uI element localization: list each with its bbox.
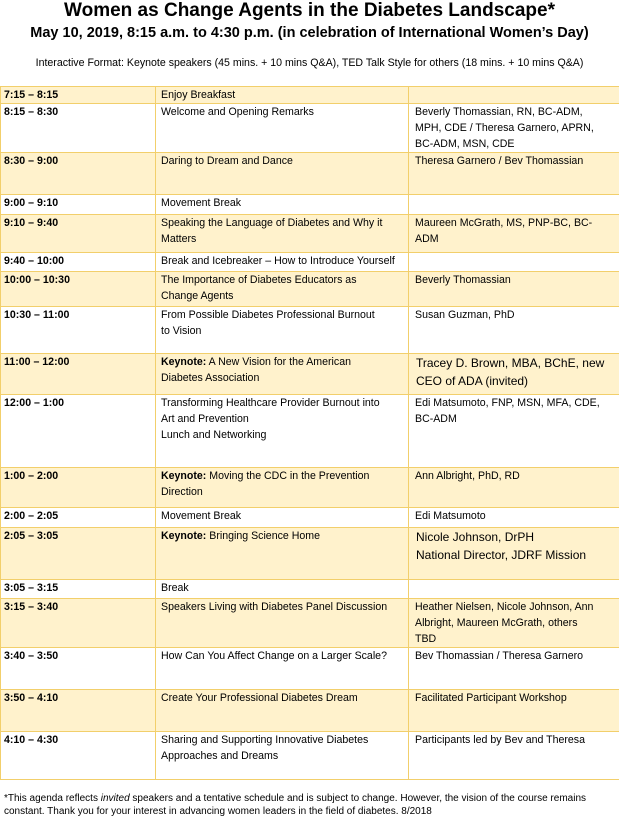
topic-cell (156, 468, 409, 508)
time-text: 1:00 – 2:00 (4, 470, 59, 482)
speaker-cell (409, 468, 619, 508)
time-cell (1, 87, 156, 104)
time-cell (1, 732, 156, 780)
footnote-prefix: *This agenda reflects (4, 793, 101, 804)
table-row (1, 468, 619, 508)
table-row (1, 104, 619, 153)
time-cell (1, 580, 156, 599)
topic-line: Speaking the Language of Diabetes and Why it (161, 217, 383, 229)
time-text: 8:15 – 8:30 (4, 106, 59, 118)
topic-cell (156, 599, 409, 648)
time-text: 2:00 – 2:05 (4, 510, 59, 522)
topic-cell (156, 253, 409, 272)
topic-line: Approaches and Dreams (161, 750, 279, 762)
speaker-line: Facilitated Participant Workshop (415, 692, 567, 704)
time-cell (1, 253, 156, 272)
speaker-cell (409, 195, 619, 215)
table-row (1, 253, 619, 272)
speaker-line: Edi Matsumoto (415, 510, 486, 522)
time-text: 3:15 – 3:40 (4, 601, 59, 613)
speaker-line: Beverly Thomassian, RN, BC-ADM, (415, 106, 583, 118)
time-text: 12:00 – 1:00 (4, 397, 65, 409)
topic-line: to Vision (161, 325, 202, 337)
topic-line: Welcome and Opening Remarks (161, 106, 314, 118)
speaker-line: Nicole Johnson, DrPH (416, 530, 535, 544)
speaker-line: MPH, CDE / Theresa Garnero, APRN, (415, 122, 594, 134)
time-cell (1, 195, 156, 215)
topic-cell (156, 732, 409, 780)
document-title: Women as Change Agents in the Diabetes Landscape* (64, 0, 555, 21)
agenda-body (1, 87, 619, 780)
topic-cell (156, 395, 409, 468)
speaker-line: Ann Albright, PhD, RD (415, 470, 520, 482)
topic-line: Change Agents (161, 290, 234, 302)
time-cell (1, 468, 156, 508)
format-note: Interactive Format: Keynote speakers (45 mins. + 10 mins Q&A), TED Talk Style for others (18 mins. + 10 mins Q&A) (35, 57, 584, 69)
time-text: 7:15 – 8:15 (4, 89, 59, 101)
topic-line: Moving the CDC in the Prevention (206, 470, 370, 482)
footnote (4, 792, 616, 818)
topic-line: Speakers Living with Diabetes Panel Discussion (161, 601, 388, 613)
topic-cell (156, 272, 409, 307)
time-text: 9:10 – 9:40 (4, 217, 59, 229)
speaker-cell (409, 732, 619, 780)
table-row (1, 272, 619, 307)
speaker-line: Tracey D. Brown, MBA, BChE, new (416, 356, 605, 370)
table-row (1, 508, 619, 528)
speaker-line: CEO of ADA (invited) (416, 374, 529, 388)
time-cell (1, 307, 156, 354)
speaker-cell (409, 508, 619, 528)
keynote-label: Keynote: (161, 470, 207, 482)
speaker-cell (409, 104, 619, 153)
topic-line: Direction (161, 486, 203, 498)
topic-cell (156, 528, 409, 580)
table-row (1, 354, 619, 395)
time-text: 10:00 – 10:30 (4, 274, 70, 286)
time-cell (1, 354, 156, 395)
speaker-cell (409, 580, 619, 599)
speaker-line: BC-ADM (415, 413, 457, 425)
event-date: May 10, 2019, 8:15 a.m. to 4:30 p.m. (in celebration of International Women’s Day) (30, 25, 589, 41)
speaker-cell (409, 599, 619, 648)
time-cell (1, 599, 156, 648)
time-cell (1, 528, 156, 580)
topic-line: Art and Prevention (161, 413, 249, 425)
speaker-line: Participants led by Bev and Theresa (415, 734, 585, 746)
topic-cell (156, 215, 409, 253)
table-row (1, 599, 619, 648)
table-row (1, 580, 619, 599)
time-cell (1, 508, 156, 528)
time-text: 3:05 – 3:15 (4, 582, 59, 594)
topic-cell (156, 104, 409, 153)
keynote-label: Keynote: (161, 530, 207, 542)
speaker-line: Edi Matsumoto, FNP, MSN, MFA, CDE, (415, 397, 600, 409)
speaker-line: Albright, Maureen McGrath, others (415, 617, 578, 629)
speaker-line: National Director, JDRF Mission (416, 548, 587, 562)
agenda-table (0, 86, 619, 780)
table-row (1, 690, 619, 732)
speaker-line: Heather Nielsen, Nicole Johnson, Ann (415, 601, 594, 613)
topic-cell (156, 690, 409, 732)
table-row (1, 732, 619, 780)
time-text: 11:00 – 12:00 (4, 356, 70, 368)
time-text: 9:00 – 9:10 (4, 197, 59, 209)
speaker-line: Beverly Thomassian (415, 274, 511, 286)
topic-line: Sharing and Supporting Innovative Diabetes (161, 734, 369, 746)
topic-line: Break and Icebreaker – How to Introduce Yourself (161, 255, 395, 267)
topic-cell (156, 354, 409, 395)
speaker-cell (409, 690, 619, 732)
time-cell (1, 690, 156, 732)
time-cell (1, 395, 156, 468)
time-text: 8:30 – 9:00 (4, 155, 59, 167)
speaker-cell (409, 215, 619, 253)
speaker-cell (409, 648, 619, 690)
speaker-line: Bev Thomassian / Theresa Garnero (415, 650, 584, 662)
time-text: 2:05 – 3:05 (4, 530, 59, 542)
time-cell (1, 153, 156, 195)
topic-line: Movement Break (161, 197, 242, 209)
time-cell (1, 215, 156, 253)
topic-cell (156, 307, 409, 354)
table-row (1, 215, 619, 253)
time-text: 3:50 – 4:10 (4, 692, 59, 704)
topic-cell (156, 153, 409, 195)
time-text: 9:40 – 10:00 (4, 255, 65, 267)
topic-line: Create Your Professional Diabetes Dream (161, 692, 358, 704)
speaker-cell (409, 153, 619, 195)
topic-cell (156, 195, 409, 215)
speaker-cell (409, 253, 619, 272)
speaker-cell (409, 395, 619, 468)
time-text: 10:30 – 11:00 (4, 309, 70, 321)
footnote-emphasis: invited (100, 793, 130, 804)
topic-cell (156, 87, 409, 104)
table-row (1, 648, 619, 690)
speaker-cell (409, 87, 619, 104)
topic-cell (156, 580, 409, 599)
speaker-line: BC-ADM, MSN, CDE (415, 138, 515, 150)
time-cell (1, 648, 156, 690)
speaker-cell (409, 307, 619, 354)
topic-cell (156, 648, 409, 690)
speaker-line: Theresa Garnero / Bev Thomassian (415, 155, 584, 167)
topic-line: From Possible Diabetes Professional Burnout (161, 309, 375, 321)
table-row (1, 528, 619, 580)
speaker-line: Susan Guzman, PhD (415, 309, 515, 321)
topic-line: Lunch and Networking (161, 429, 267, 441)
speaker-cell (409, 528, 619, 580)
speaker-cell (409, 272, 619, 307)
time-text: 4:10 – 4:30 (4, 734, 59, 746)
topic-line: Enjoy Breakfast (161, 89, 236, 101)
topic-line: A New Vision for the American (206, 356, 351, 368)
topic-cell (156, 508, 409, 528)
table-row (1, 153, 619, 195)
topic-line: How Can You Affect Change on a Larger Scale? (161, 650, 387, 662)
time-cell (1, 104, 156, 153)
table-row (1, 87, 619, 104)
speaker-cell (409, 354, 619, 395)
table-row (1, 195, 619, 215)
footnote-rest: speakers and a tentative schedule and is subject to change. However, the vision of the course remains constant. Thank you for your interest in advancing women leaders in the field of diabetes. 8/2018 (4, 793, 587, 817)
speaker-line: Maureen McGrath, MS, PNP-BC, BC- (415, 217, 593, 229)
speaker-line: TBD (415, 633, 437, 645)
time-text: 3:40 – 3:50 (4, 650, 59, 662)
topic-line: Break (161, 582, 189, 594)
topic-line: Movement Break (161, 510, 242, 522)
table-row (1, 307, 619, 354)
topic-line: Matters (161, 233, 197, 245)
table-row (1, 395, 619, 468)
speaker-line: ADM (415, 233, 439, 245)
topic-line: Diabetes Association (161, 372, 260, 384)
topic-line: Bringing Science Home (206, 530, 320, 542)
keynote-label: Keynote: (161, 356, 207, 368)
topic-line: The Importance of Diabetes Educators as (161, 274, 357, 286)
topic-line: Transforming Healthcare Provider Burnout into (161, 397, 380, 409)
topic-line: Daring to Dream and Dance (161, 155, 293, 167)
time-cell (1, 272, 156, 307)
